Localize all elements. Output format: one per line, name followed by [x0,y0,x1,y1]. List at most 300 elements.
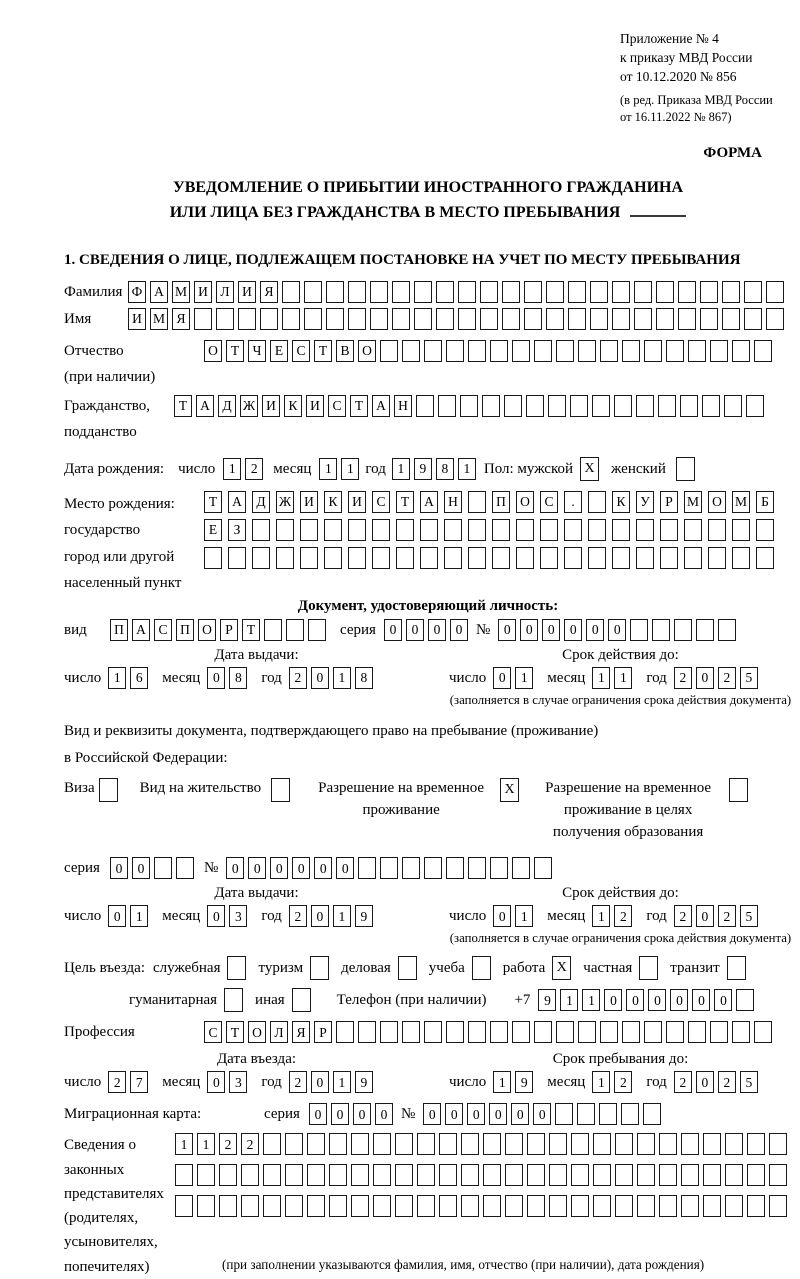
char-cell[interactable] [556,1021,574,1043]
char-cell[interactable] [329,1133,347,1155]
char-cell[interactable] [194,308,212,330]
char-cell[interactable]: А [228,491,246,513]
char-cell[interactable] [590,308,608,330]
char-cell[interactable]: С [154,619,172,641]
char-cell[interactable]: И [128,308,146,330]
char-cell[interactable]: Б [756,491,774,513]
char-cell[interactable] [416,395,434,417]
char-cell[interactable] [769,1164,787,1186]
char-cell[interactable] [549,1164,567,1186]
char-cell[interactable]: 9 [538,989,556,1011]
char-cell[interactable] [681,1195,699,1217]
char-cell[interactable] [612,281,630,303]
char-cell[interactable]: 0 [604,989,622,1011]
char-cell[interactable]: 0 [311,667,329,689]
char-cell[interactable] [564,519,582,541]
char-cell[interactable] [482,395,500,417]
char-cell[interactable] [681,1164,699,1186]
char-cell[interactable] [154,857,172,879]
char-cell[interactable] [684,547,702,569]
char-cell[interactable]: 2 [674,905,692,927]
char-cell[interactable]: 0 [489,1103,507,1125]
char-cell[interactable] [468,1021,486,1043]
char-cell[interactable] [324,547,342,569]
char-cell[interactable]: 9 [414,458,432,480]
char-cell[interactable]: Т [396,491,414,513]
char-cell[interactable]: Т [242,619,260,641]
char-cell[interactable]: 0 [445,1103,463,1125]
char-cell[interactable] [480,308,498,330]
char-cell[interactable]: 0 [608,619,626,641]
char-cell[interactable] [652,619,670,641]
char-cell[interactable]: И [300,491,318,513]
char-cell[interactable]: З [228,519,246,541]
char-cell[interactable]: 8 [229,667,247,689]
char-cell[interactable] [732,519,750,541]
char-cell[interactable]: У [636,491,654,513]
char-cell[interactable]: М [150,308,168,330]
char-cell[interactable] [700,281,718,303]
char-cell[interactable] [756,519,774,541]
char-cell[interactable] [680,395,698,417]
purpose-private-checkbox[interactable] [639,956,658,980]
char-cell[interactable]: Ч [248,340,266,362]
char-cell[interactable] [766,308,784,330]
char-cell[interactable] [439,1195,457,1217]
char-cell[interactable] [578,340,596,362]
char-cell[interactable] [524,308,542,330]
char-cell[interactable] [468,857,486,879]
char-cell[interactable]: Ф [128,281,146,303]
char-cell[interactable] [524,281,542,303]
char-cell[interactable]: О [248,1021,266,1043]
char-cell[interactable] [216,308,234,330]
char-cell[interactable] [438,395,456,417]
char-cell[interactable] [468,340,486,362]
char-cell[interactable] [636,519,654,541]
char-cell[interactable] [358,857,376,879]
char-cell[interactable] [588,519,606,541]
char-cell[interactable] [458,281,476,303]
purpose-other-checkbox[interactable] [292,988,311,1012]
char-cell[interactable] [571,1133,589,1155]
char-cell[interactable] [516,519,534,541]
char-cell[interactable] [502,281,520,303]
char-cell[interactable] [636,547,654,569]
char-cell[interactable] [732,1021,750,1043]
purpose-study-checkbox[interactable] [472,956,491,980]
char-cell[interactable] [204,547,222,569]
char-cell[interactable]: 0 [696,1071,714,1093]
char-cell[interactable]: 1 [108,667,126,689]
char-cell[interactable]: 1 [614,667,632,689]
char-cell[interactable]: 1 [592,1071,610,1093]
char-cell[interactable] [588,491,606,513]
char-cell[interactable] [286,619,304,641]
char-cell[interactable]: 5 [740,905,758,927]
char-cell[interactable]: 0 [511,1103,529,1125]
char-cell[interactable]: 1 [560,989,578,1011]
char-cell[interactable] [436,308,454,330]
char-cell[interactable] [549,1133,567,1155]
char-cell[interactable]: 0 [493,905,511,927]
char-cell[interactable]: Р [220,619,238,641]
char-cell[interactable]: Р [660,491,678,513]
purpose-tourism-checkbox[interactable] [310,956,329,980]
char-cell[interactable]: 0 [542,619,560,641]
char-cell[interactable] [373,1133,391,1155]
char-cell[interactable]: 0 [292,857,310,879]
char-cell[interactable]: А [196,395,214,417]
char-cell[interactable] [756,547,774,569]
purpose-transit-checkbox[interactable] [727,956,746,980]
purpose-official-checkbox[interactable] [227,956,246,980]
char-cell[interactable]: 2 [289,905,307,927]
char-cell[interactable] [373,1164,391,1186]
char-cell[interactable] [483,1195,501,1217]
char-cell[interactable]: 1 [458,458,476,480]
char-cell[interactable] [703,1195,721,1217]
char-cell[interactable]: 1 [582,989,600,1011]
char-cell[interactable] [588,547,606,569]
char-cell[interactable] [766,281,784,303]
char-cell[interactable] [348,281,366,303]
char-cell[interactable] [307,1195,325,1217]
char-cell[interactable]: 0 [586,619,604,641]
char-cell[interactable] [175,1195,193,1217]
char-cell[interactable]: 0 [696,905,714,927]
char-cell[interactable] [644,1021,662,1043]
char-cell[interactable] [556,340,574,362]
char-cell[interactable] [395,1133,413,1155]
char-cell[interactable] [468,491,486,513]
char-cell[interactable] [534,1021,552,1043]
char-cell[interactable] [678,281,696,303]
char-cell[interactable]: 2 [718,905,736,927]
char-cell[interactable] [304,281,322,303]
char-cell[interactable] [622,340,640,362]
char-cell[interactable]: 1 [333,667,351,689]
char-cell[interactable] [568,281,586,303]
char-cell[interactable]: Я [260,281,278,303]
char-cell[interactable] [527,1133,545,1155]
char-cell[interactable]: 1 [515,905,533,927]
char-cell[interactable]: М [732,491,750,513]
char-cell[interactable] [527,1164,545,1186]
char-cell[interactable] [736,989,754,1011]
char-cell[interactable]: 0 [311,905,329,927]
temp-residence-edu-checkbox[interactable] [729,778,748,802]
char-cell[interactable]: 2 [108,1071,126,1093]
char-cell[interactable] [769,1133,787,1155]
char-cell[interactable] [527,1195,545,1217]
char-cell[interactable] [402,857,420,879]
char-cell[interactable]: 0 [309,1103,327,1125]
char-cell[interactable] [577,1103,595,1125]
visa-checkbox[interactable] [99,778,118,802]
purpose-work-checkbox[interactable]: X [552,956,571,980]
char-cell[interactable] [490,340,508,362]
char-cell[interactable] [666,1021,684,1043]
char-cell[interactable] [681,1133,699,1155]
char-cell[interactable] [348,547,366,569]
char-cell[interactable]: 1 [392,458,410,480]
char-cell[interactable]: О [358,340,376,362]
char-cell[interactable]: . [564,491,582,513]
char-cell[interactable] [540,519,558,541]
char-cell[interactable] [439,1164,457,1186]
char-cell[interactable]: Р [314,1021,332,1043]
char-cell[interactable]: 1 [333,1071,351,1093]
char-cell[interactable] [593,1195,611,1217]
char-cell[interactable] [659,1133,677,1155]
char-cell[interactable] [660,519,678,541]
char-cell[interactable] [568,308,586,330]
char-cell[interactable] [392,281,410,303]
char-cell[interactable]: М [172,281,190,303]
char-cell[interactable] [660,547,678,569]
char-cell[interactable] [512,1021,530,1043]
char-cell[interactable]: 0 [648,989,666,1011]
char-cell[interactable] [175,1164,193,1186]
char-cell[interactable] [630,619,648,641]
char-cell[interactable] [424,1021,442,1043]
char-cell[interactable]: 0 [132,857,150,879]
char-cell[interactable]: 1 [341,458,359,480]
char-cell[interactable]: 2 [219,1133,237,1155]
char-cell[interactable]: И [238,281,256,303]
char-cell[interactable] [492,547,510,569]
char-cell[interactable]: Я [172,308,190,330]
char-cell[interactable] [612,547,630,569]
char-cell[interactable] [396,547,414,569]
char-cell[interactable] [263,1133,281,1155]
char-cell[interactable]: И [306,395,324,417]
char-cell[interactable] [600,340,618,362]
char-cell[interactable]: А [372,395,390,417]
char-cell[interactable] [424,340,442,362]
char-cell[interactable]: Т [350,395,368,417]
char-cell[interactable] [263,1164,281,1186]
char-cell[interactable]: 8 [436,458,454,480]
char-cell[interactable] [329,1195,347,1217]
char-cell[interactable] [724,395,742,417]
char-cell[interactable] [483,1164,501,1186]
char-cell[interactable] [769,1195,787,1217]
char-cell[interactable]: 0 [533,1103,551,1125]
char-cell[interactable] [252,519,270,541]
char-cell[interactable]: 1 [223,458,241,480]
char-cell[interactable] [300,547,318,569]
char-cell[interactable] [324,519,342,541]
char-cell[interactable] [526,395,544,417]
char-cell[interactable] [238,308,256,330]
char-cell[interactable] [372,547,390,569]
char-cell[interactable]: 0 [311,1071,329,1093]
char-cell[interactable] [351,1164,369,1186]
char-cell[interactable]: С [292,340,310,362]
char-cell[interactable] [634,281,652,303]
char-cell[interactable]: Т [226,1021,244,1043]
char-cell[interactable]: П [110,619,128,641]
char-cell[interactable]: С [372,491,390,513]
char-cell[interactable] [276,519,294,541]
char-cell[interactable] [436,281,454,303]
char-cell[interactable] [744,308,762,330]
char-cell[interactable]: К [324,491,342,513]
char-cell[interactable] [285,1195,303,1217]
char-cell[interactable]: 6 [130,667,148,689]
char-cell[interactable] [260,308,278,330]
char-cell[interactable]: 0 [450,619,468,641]
char-cell[interactable] [754,1021,772,1043]
char-cell[interactable]: 0 [428,619,446,641]
char-cell[interactable] [446,857,464,879]
char-cell[interactable] [490,1021,508,1043]
char-cell[interactable] [578,1021,596,1043]
char-cell[interactable] [241,1164,259,1186]
char-cell[interactable] [615,1164,633,1186]
char-cell[interactable] [241,1195,259,1217]
char-cell[interactable] [219,1164,237,1186]
char-cell[interactable]: 0 [207,667,225,689]
char-cell[interactable] [637,1195,655,1217]
char-cell[interactable]: 0 [336,857,354,879]
char-cell[interactable] [372,519,390,541]
char-cell[interactable] [722,281,740,303]
char-cell[interactable] [615,1195,633,1217]
char-cell[interactable] [593,1164,611,1186]
char-cell[interactable] [300,519,318,541]
char-cell[interactable] [264,619,282,641]
char-cell[interactable] [402,1021,420,1043]
char-cell[interactable] [504,395,522,417]
char-cell[interactable]: Л [216,281,234,303]
char-cell[interactable]: Т [226,340,244,362]
char-cell[interactable] [392,308,410,330]
char-cell[interactable]: 7 [130,1071,148,1093]
char-cell[interactable]: 1 [493,1071,511,1093]
char-cell[interactable] [571,1164,589,1186]
char-cell[interactable] [622,1021,640,1043]
char-cell[interactable] [708,547,726,569]
char-cell[interactable] [326,308,344,330]
char-cell[interactable] [402,340,420,362]
char-cell[interactable] [744,281,762,303]
char-cell[interactable] [534,340,552,362]
char-cell[interactable]: Ж [240,395,258,417]
char-cell[interactable] [468,547,486,569]
char-cell[interactable] [592,395,610,417]
char-cell[interactable] [710,340,728,362]
char-cell[interactable] [276,547,294,569]
char-cell[interactable]: О [516,491,534,513]
char-cell[interactable] [446,340,464,362]
char-cell[interactable] [252,547,270,569]
char-cell[interactable]: 0 [423,1103,441,1125]
char-cell[interactable] [176,857,194,879]
char-cell[interactable] [461,1133,479,1155]
char-cell[interactable] [502,308,520,330]
char-cell[interactable] [329,1164,347,1186]
char-cell[interactable] [370,308,388,330]
char-cell[interactable]: 0 [375,1103,393,1125]
char-cell[interactable] [263,1195,281,1217]
char-cell[interactable]: 0 [564,619,582,641]
char-cell[interactable]: С [540,491,558,513]
char-cell[interactable] [370,281,388,303]
char-cell[interactable]: 9 [515,1071,533,1093]
char-cell[interactable] [674,619,692,641]
char-cell[interactable]: 2 [289,667,307,689]
char-cell[interactable]: Я [292,1021,310,1043]
char-cell[interactable] [684,519,702,541]
temp-residence-checkbox[interactable]: X [500,778,519,802]
char-cell[interactable] [505,1133,523,1155]
char-cell[interactable] [747,1195,765,1217]
char-cell[interactable] [424,857,442,879]
char-cell[interactable]: 0 [493,667,511,689]
char-cell[interactable] [614,395,632,417]
char-cell[interactable]: С [204,1021,222,1043]
char-cell[interactable] [644,340,662,362]
char-cell[interactable] [725,1195,743,1217]
char-cell[interactable] [688,340,706,362]
char-cell[interactable]: 9 [355,1071,373,1093]
female-checkbox[interactable] [676,457,695,481]
char-cell[interactable] [747,1164,765,1186]
char-cell[interactable] [505,1164,523,1186]
char-cell[interactable] [732,547,750,569]
char-cell[interactable] [420,547,438,569]
char-cell[interactable]: О [198,619,216,641]
char-cell[interactable] [307,1133,325,1155]
char-cell[interactable]: 3 [229,905,247,927]
char-cell[interactable] [414,281,432,303]
char-cell[interactable] [710,1021,728,1043]
char-cell[interactable]: П [176,619,194,641]
char-cell[interactable] [446,1021,464,1043]
char-cell[interactable]: 0 [406,619,424,641]
char-cell[interactable]: 0 [626,989,644,1011]
char-cell[interactable]: 2 [245,458,263,480]
char-cell[interactable] [666,340,684,362]
char-cell[interactable]: И [194,281,212,303]
char-cell[interactable]: 5 [740,1071,758,1093]
char-cell[interactable] [593,1133,611,1155]
char-cell[interactable]: 2 [674,1071,692,1093]
char-cell[interactable] [348,308,366,330]
char-cell[interactable]: Д [252,491,270,513]
char-cell[interactable] [373,1195,391,1217]
char-cell[interactable] [351,1133,369,1155]
char-cell[interactable]: Л [270,1021,288,1043]
char-cell[interactable] [458,308,476,330]
char-cell[interactable] [725,1164,743,1186]
char-cell[interactable] [599,1103,617,1125]
char-cell[interactable] [307,1164,325,1186]
char-cell[interactable] [512,857,530,879]
char-cell[interactable] [483,1133,501,1155]
char-cell[interactable] [505,1195,523,1217]
char-cell[interactable] [600,1021,618,1043]
char-cell[interactable]: О [204,340,222,362]
char-cell[interactable] [417,1164,435,1186]
char-cell[interactable]: И [348,491,366,513]
char-cell[interactable]: И [262,395,280,417]
char-cell[interactable] [656,281,674,303]
char-cell[interactable] [722,308,740,330]
